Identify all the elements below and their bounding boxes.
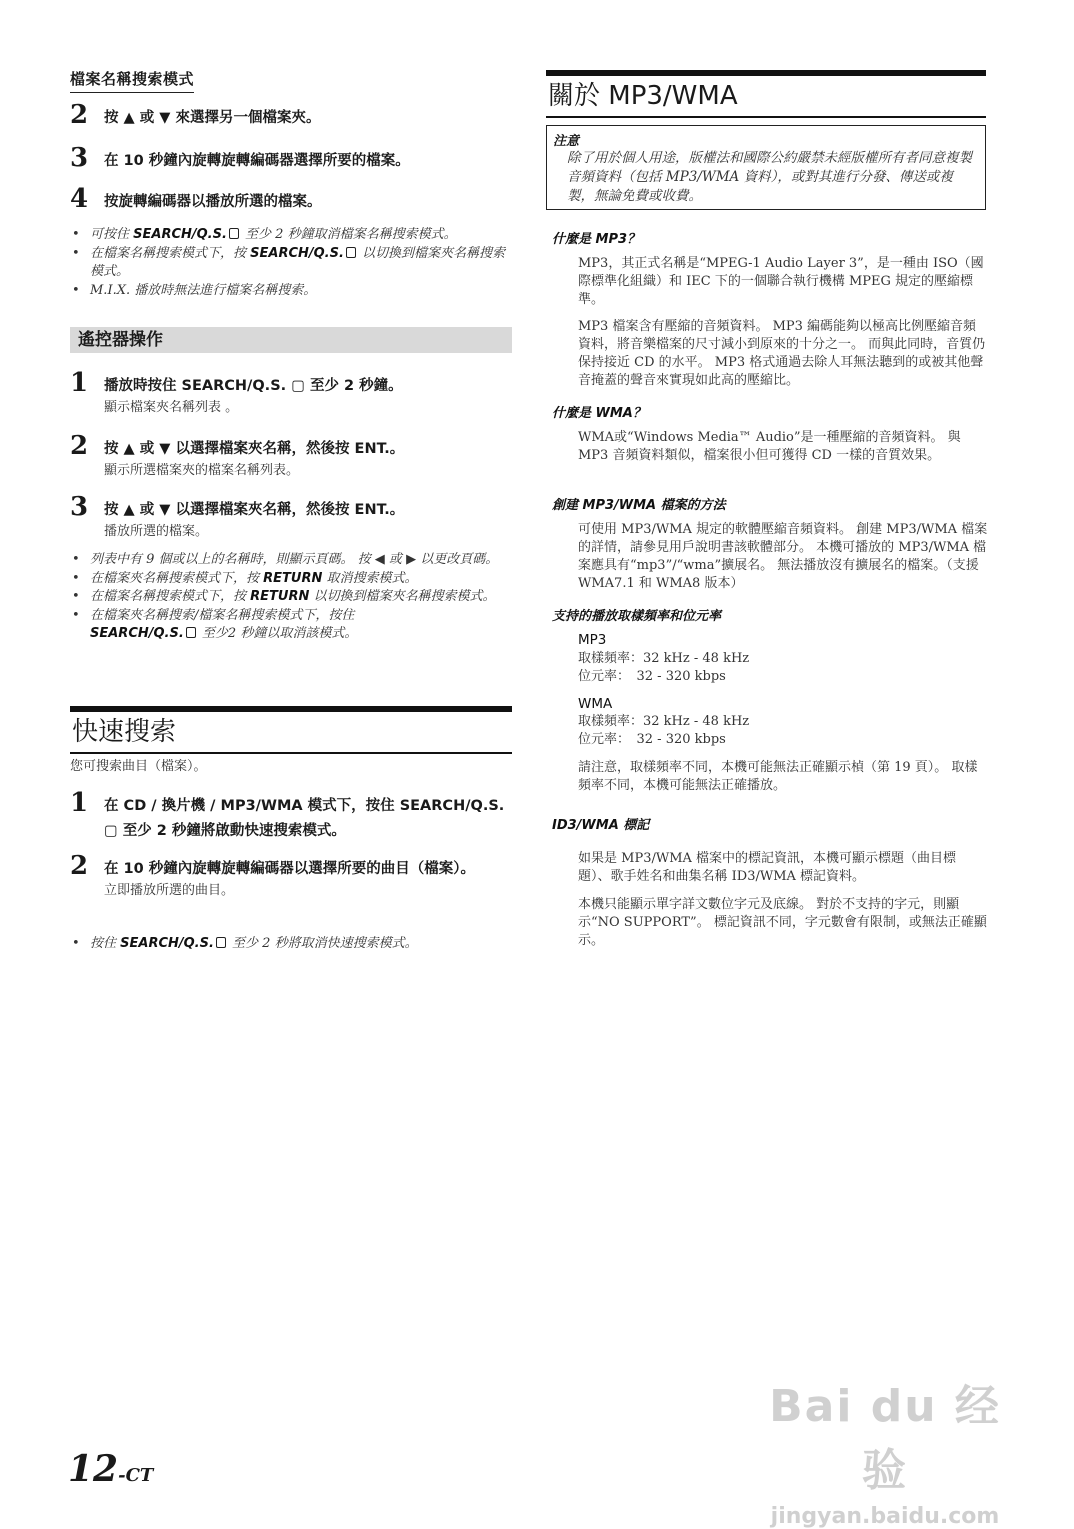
note-item: • 按住 SEARCH/Q.S. 至少 2 秒將取消快速搜索模式。: [70, 935, 512, 954]
step-number: 3: [70, 143, 89, 173]
wma-label: WMA: [578, 696, 613, 712]
step-number: 2: [70, 100, 89, 130]
note-item: • 在檔案名稱搜索模式下，按 SEARCH/Q.S. 以切換到檔案夾名稱搜索模式。: [70, 245, 512, 282]
baidu-jingyan-watermark: [760, 1370, 1010, 1529]
what-is-wma-para: WMA或“Windows Media™ Audio”是一種壓縮的音頻資料。 與 MP3 音頻資料類似，檔案很小但可獲得 CD 一樣的音質效果。: [578, 430, 961, 463]
watermark-url: jingyan.baidu.com: [770, 1504, 1000, 1529]
create-files-heading: 創建 MP3/WMA 檔案的方法: [552, 498, 726, 513]
step-number: 4: [70, 184, 89, 214]
mp3-sampling-frequency: 取樣頻率：32 kHz - 48 kHz: [578, 651, 750, 666]
step-text: 在 10 秒鐘內旋轉旋轉編碼器選擇所要的檔案。: [104, 153, 410, 169]
supported-rates-note: 請注意，取樣頻率不同，本機可能無法正確顯示楨（第 19 頁）。 取樣頻率不同，本機可能無法正確播放。: [578, 760, 978, 793]
note-item: • M.I.X. 播放時無法進行檔案名稱搜索。: [70, 282, 512, 301]
id3-wma-tag-para-1: 如果是 MP3/WMA 檔案中的標記資訊，本機可顯示標題（曲目標題）、歌手姓名和曲集名稱 ID3/WMA 標記資料。: [578, 851, 957, 884]
step-3: [70, 143, 510, 174]
search-qs-icon: [346, 247, 356, 258]
step-number: 3: [70, 492, 89, 522]
wma-bit-rate: 位元率： 32 - 320 kbps: [578, 732, 726, 747]
step-4: [70, 184, 510, 215]
id3-wma-tag-heading: ID3/WMA 標記: [552, 818, 650, 833]
quick-search-title: 快速搜索: [70, 706, 512, 754]
quick-search-intro: 您可搜索曲目（檔案）。: [70, 759, 207, 774]
step-2: [70, 100, 510, 131]
remote-step-1: [70, 368, 510, 417]
step-text: 播放時按住 SEARCH/Q.S. ▢ 至少 2 秒鐘。: [104, 378, 403, 394]
note-item: • 可按住 SEARCH/Q.S. 至少 2 秒鐘取消檔案名稱搜索模式。: [70, 226, 512, 245]
notes-list-2: [70, 551, 512, 644]
remote-step-2: [70, 431, 510, 480]
caution-box: [546, 125, 986, 210]
notes-list-3: [70, 935, 512, 954]
step-number: 2: [70, 851, 89, 881]
about-mp3-wma-title: 關於 MP3/WMA: [546, 70, 986, 118]
mp3-bit-rate: 位元率： 32 - 320 kbps: [578, 669, 726, 684]
id3-wma-tag-para-2: 本機只能顯示單字詳文數位字元及底線。 對於不支持的字元，則顯示“NO SUPPORT”。 標記資訊不同，字元數會有限制，或無法正確顯示。: [578, 897, 987, 948]
step-number: 1: [70, 368, 89, 398]
notes-list-1: [70, 226, 512, 300]
wma-sampling-frequency: 取樣頻率：32 kHz - 48 kHz: [578, 714, 750, 729]
what-is-mp3-heading: 什麼是 MP3？: [552, 232, 641, 247]
step-result: 顯示所選檔案夾的檔案名稱列表。: [104, 463, 300, 478]
mp3-label: MP3: [578, 632, 607, 648]
page-number: 12-CT: [68, 1448, 154, 1490]
subheading-file-search: 檔案名稱搜索模式: [70, 68, 194, 93]
step-number: 1: [70, 788, 89, 818]
step-text: 按旋轉編碼器以播放所選的檔案。: [104, 194, 322, 210]
caution-title: 注意: [553, 134, 580, 149]
search-qs-icon: [186, 627, 196, 638]
step-text: 按 ▲ 或 ▼ 以選擇檔案夾名稱，然後按 ENT.。: [104, 502, 405, 518]
step-text: 按 ▲ 或 ▼ 來選擇另一個檔案夾。: [104, 110, 321, 126]
what-is-mp3-para-2: MP3 檔案含有壓縮的音頻資料。 MP3 編碼能夠以極高比例壓縮音頻資料，將音樂檔案的尺寸減小到原來的十分之一。 而與此同時，音質仍保持接近 CD 的水平。 MP3 格式通過去除人耳無法聽到的或被其他聲音掩蓋的聲音來實現如此高的壓縮比。: [578, 319, 986, 388]
search-qs-icon: [229, 228, 239, 239]
step-text: 在 CD / 換片機 / MP3/WMA 模式下，按住 SEARCH/Q.S. ▢ 至少 2 秒鐘將啟動快速搜索模式。: [104, 798, 505, 839]
note-item: • 列表中有 9 個或以上的名稱時，則顯示頁碼。 按 ◀ 或 ▶ 以更改頁碼。: [70, 551, 512, 570]
step-result: 顯示檔案夾名稱列表 。: [104, 400, 239, 415]
note-item: • 在檔案夾名稱搜索/檔案名稱搜索模式下，按住 SEARCH/Q.S. 至少2 秒鐘以取消該模式。: [70, 607, 512, 644]
remote-control-banner: 遙控器操作: [70, 327, 512, 353]
step-text: 在 10 秒鐘內旋轉旋轉編碼器以選擇所要的曲目（檔案）。: [104, 861, 476, 877]
quick-step-2: [70, 851, 510, 900]
what-is-wma-heading: 什麼是 WMA？: [552, 406, 646, 421]
step-text: 按 ▲ 或 ▼ 以選擇檔案夾名稱，然後按 ENT.。: [104, 441, 405, 457]
supported-rates-heading: 支持的播放取樣頻率和位元率: [552, 609, 722, 624]
step-result: 立即播放所選的曲目。: [104, 883, 235, 898]
quick-step-1: [70, 788, 510, 844]
remote-step-3: [70, 492, 510, 541]
search-qs-icon: [216, 937, 226, 948]
step-number: 2: [70, 431, 89, 461]
note-item: • 在檔案夾名稱搜索模式下，按 RETURN 取消搜索模式。: [70, 570, 512, 589]
caution-body: 除了用於個人用途，版權法和國際公約嚴禁未經版權所有者同意複製音頻資料（包括 MP3/WMA 資料），或對其進行分發、傳送或複製，無論免費或收費。: [567, 150, 972, 204]
create-files-para: 可使用 MP3/WMA 規定的軟體壓縮音頻資料。 創建 MP3/WMA 檔案的詳情，請參見用戶說明書該軟體部分。 本機可播放的 MP3/WMA 檔案應具有“mp3”/“wma”擴展名。 無法播放沒有擴展名的檔案。（支援 WMA7.1 和 WMA8 版本）: [578, 522, 988, 591]
note-item: • 在檔案名稱搜索模式下，按 RETURN 以切換到檔案夾名稱搜索模式。: [70, 588, 512, 607]
watermark-logo-text: Bai du 经验: [769, 1381, 1001, 1496]
step-result: 播放所選的檔案。: [104, 524, 209, 539]
what-is-mp3-para-1: MP3，其正式名稱是“MPEG-1 Audio Layer 3”，是一種由 ISO（國際標準化組織）和 IEC 下的一個聯合執行機構 MPEG 規定的壓縮標準。: [578, 256, 984, 307]
